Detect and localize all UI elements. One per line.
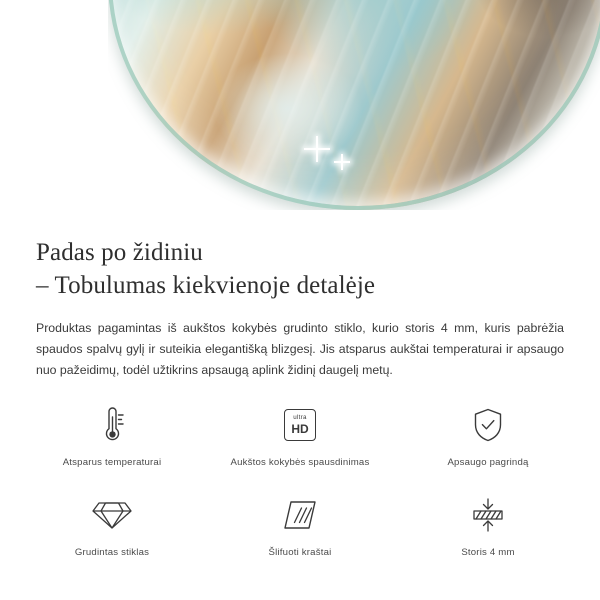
ultra-hd-bottom-text: HD	[291, 421, 309, 436]
product-description-text: Produktas pagamintas iš aukštos kokybės grudinto stiklo, kurio storis 4 mm, kuris pabrėžia spaudos spalvų gylį ir suteikia elegantišką blizgesį. Jis atsparus aukštai temperaturai ir apsaugo nuo pažeidimų, todėl užtikrins apsaugą aplink židinį daugelį metų.	[36, 321, 564, 377]
feature-item-tempered-glass	[18, 493, 206, 583]
thermometer-icon	[95, 403, 129, 447]
page-title	[0, 212, 600, 302]
content-section	[0, 212, 600, 583]
page-title-line-1: Padas po židiniu	[36, 239, 203, 266]
feature-item-thickness	[394, 493, 582, 583]
ultra-hd-top-text: ultra	[293, 414, 307, 422]
ultra-hd-icon	[284, 403, 316, 447]
feature-label: Atsparus temperaturai	[62, 457, 162, 468]
page-title-line-2: – Tobulumas kiekvienoje detalėje	[36, 272, 376, 299]
hero-image	[0, 0, 600, 212]
feature-label: Šlifuoti kraštai	[268, 547, 332, 558]
feature-label: Storis 4 mm	[461, 547, 515, 558]
hero-image-frame	[108, 0, 600, 210]
marble-glass-disc	[108, 0, 600, 210]
feature-item-print-quality	[206, 403, 394, 493]
glass-edge	[108, 0, 600, 210]
feature-item-temperature	[18, 403, 206, 493]
feature-item-surface-protection	[394, 403, 582, 493]
diamond-icon	[91, 493, 133, 537]
thickness-icon	[469, 493, 507, 537]
shield-check-icon	[470, 403, 506, 447]
polished-edges-icon	[281, 493, 319, 537]
feature-label: Grudintas stiklas	[74, 547, 150, 558]
feature-label: Aukštos kokybės spausdinimas	[230, 457, 370, 468]
feature-label: Apsaugo pagrindą	[447, 457, 529, 468]
feature-grid	[0, 403, 600, 583]
feature-item-polished-edges	[206, 493, 394, 583]
